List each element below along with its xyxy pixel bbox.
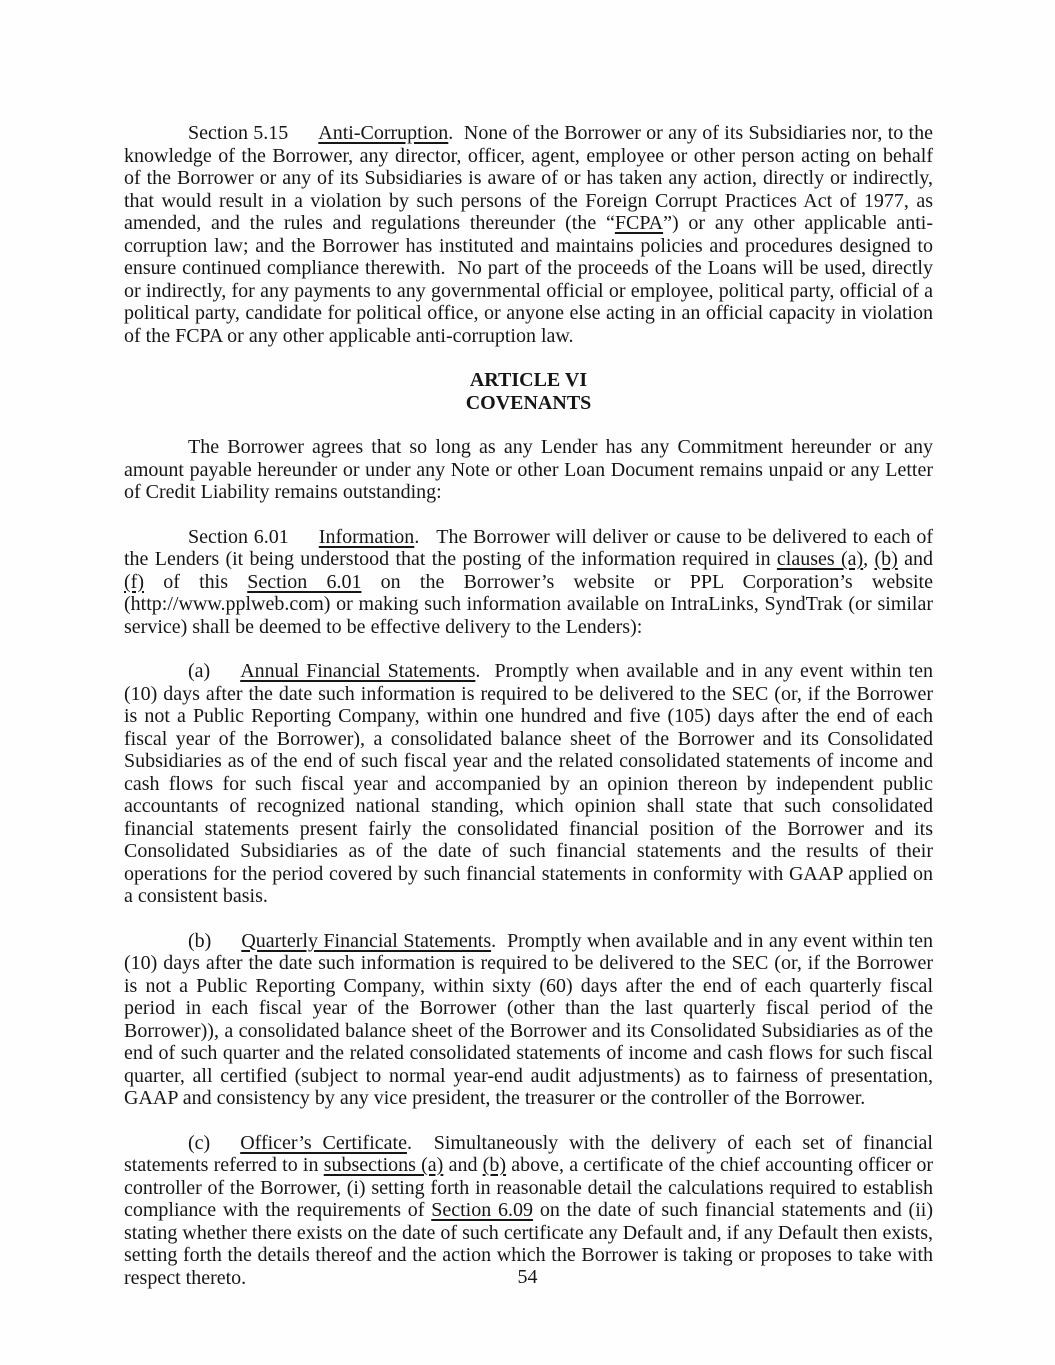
text-run: (a) bbox=[188, 660, 211, 682]
underlined-reference: FCPA bbox=[614, 212, 664, 234]
underlined-reference: Section 6.01 bbox=[247, 570, 362, 593]
underlined-reference: subsections (a) bbox=[323, 1154, 444, 1176]
underlined-reference: (b) bbox=[874, 548, 898, 570]
text-run: . The Borrower will deliver or cause to be delivered to each of the Lenders (it being understood that the posting of the information required in bbox=[124, 525, 933, 570]
heading-article-vi bbox=[124, 369, 933, 414]
underlined-reference: Anti-Corruption bbox=[318, 122, 449, 144]
underlined-reference: Quarterly Financial Statements bbox=[241, 929, 492, 952]
text-run: The Borrower agrees that so long as any Lender has any Commitment hereunder or any amount payable hereunder or under any Note or other Loan Document remains unpaid or any Letter of Credit Liability remains outstanding: bbox=[124, 436, 933, 503]
underlined-reference: Information bbox=[318, 525, 415, 548]
text-run: above, a certificate of the chief accounting officer or controller of the Borrower, (i) setting forth in reasonable detail the calculations required to establish compliance with the requirements of bbox=[124, 1154, 933, 1221]
underlined-reference: Section 6.09 bbox=[431, 1199, 534, 1221]
text-run: on the Borrower’s website or PPL Corporation’s website (http://www.pplweb.com) or making such information available on IntraLinks, SyndTrak (or similar service) shall be deemed to be effective delivery to the Lenders): bbox=[124, 570, 933, 638]
paragraph-section-6-01-information bbox=[124, 526, 933, 639]
text-run: Section 6.01 bbox=[188, 525, 289, 548]
text-run: Section 5.15 bbox=[188, 122, 289, 144]
paragraph-covenants-intro bbox=[124, 436, 933, 504]
text-run: and bbox=[443, 1154, 483, 1176]
heading-line: COVENANTS bbox=[465, 391, 592, 414]
page-number: 54 bbox=[517, 1266, 538, 1288]
text-run: . Promptly when available and in any event within ten (10) days after the date such information is required to be delivered to the SEC (or, if the Borrower is not a Public Reporting Company, within sixty (60) days after the end of each quarterly fiscal period in each fiscal year of the Borrower (other than the last quarterly fiscal period of the Borrower)), a consolidated balance sheet of the Borrower and its Consolidated Subsidiaries as of the end of such quarter and the related consolidated statements of income and cash flows for such fiscal quarter, all certified (subject to normal year-end audit adjustments) as to fairness of presentation, GAAP and consistency by any vice president, the treasurer or the controller of the Borrower. bbox=[124, 929, 933, 1109]
text-run: and bbox=[897, 548, 933, 570]
text-run: (c) bbox=[188, 1131, 211, 1154]
underlined-reference: (f) bbox=[124, 570, 144, 593]
text-run: . Promptly when available and in any event within ten (10) days after the date such information is required to be delivered to the SEC (or, if the Borrower is not a Public Reporting Company, within one hundred and five (105) days after the end of each fiscal year of the Borrower), a consolidated balance sheet of the Borrower and its Consolidated Subsidiaries as of the end of such fiscal year and the related consolidated statements of income and cash flows for such fiscal year and accompanied by an opinion thereon by independent public accountants of recognized national standing, which opinion shall state that such consolidated financial statements present fairly the consolidated financial position of the Borrower and its Consolidated Subsidiaries as of the date of such financial statements and the results of their operations for the period covered by such financial statements in conformity with GAAP applied on a consistent basis. bbox=[124, 660, 933, 907]
text-run: ”) or any other applicable anti-corruption law; and the Borrower has instituted and maintains policies and procedures designed to ensure continued compliance therewith. No part of the proceeds of the Loans will be used, directly or indirectly, for any payments to any governmental official or employee, political party, official of a political party, candidate for political office, or anyone else acting in an official capacity in violation of the FCPA or any other applicable anti-corruption law. bbox=[124, 212, 933, 347]
paragraph-section-5-15-anti-corruption bbox=[124, 122, 933, 347]
heading-line: ARTICLE VI bbox=[469, 369, 588, 391]
paragraph-clause-a-annual-financial-statements bbox=[124, 660, 933, 908]
underlined-reference: clauses (a) bbox=[776, 548, 864, 570]
text-run: . Simultaneously with the delivery of each set of financial statements referred to in bbox=[124, 1131, 933, 1176]
document-content bbox=[124, 122, 933, 1311]
underlined-reference: Officer’s Certificate bbox=[240, 1131, 407, 1154]
text-run: on the date of such financial statements and (ii) stating whether there exists on the date of such certificate any Default and, if any Default then exists, setting forth the details thereof and the action which the Borrower is taking or proposes to take with respect thereto. bbox=[124, 1199, 933, 1289]
text-run: , bbox=[863, 548, 875, 570]
underlined-reference: (b) bbox=[482, 1154, 506, 1176]
underlined-reference: Annual Financial Statements bbox=[240, 660, 476, 682]
text-run: (b) bbox=[188, 929, 212, 952]
paragraph-clause-b-quarterly-financial-statements bbox=[124, 930, 933, 1110]
text-run: of this bbox=[143, 570, 248, 593]
text-run: . None of the Borrower or any of its Subsidiaries nor, to the knowledge of the Borrower, any director, officer, agent, employee or other person acting on behalf of the Borrower or any of its Subsidiaries is aware of or has taken any action, directly or indirectly, that would result in a violation by such persons of the Foreign Corrupt Practices Act of 1977, as amended, and the rules and regulations thereunder (the “ bbox=[124, 122, 933, 234]
